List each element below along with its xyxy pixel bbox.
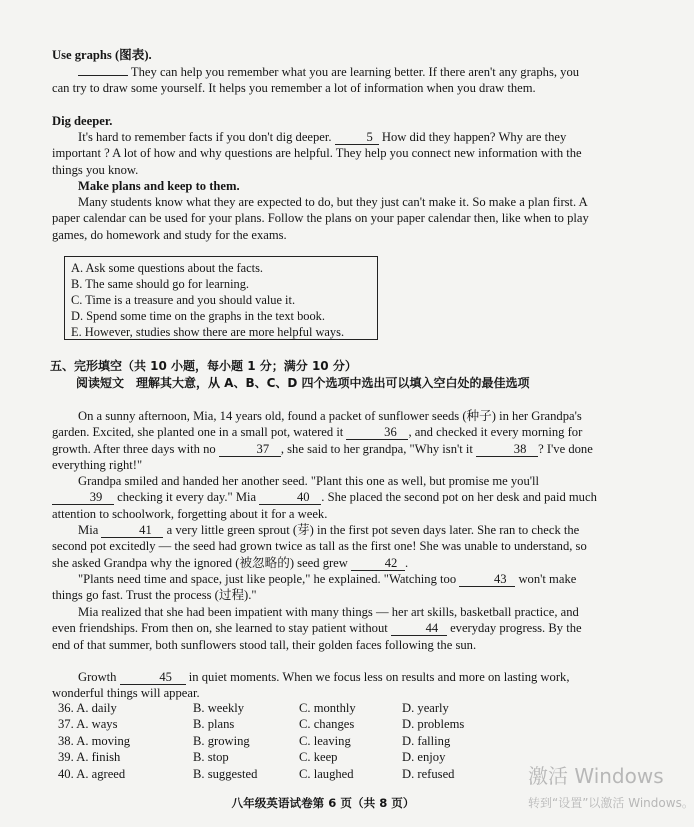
dig-text-a: It's hard to remember facts if you don't dig deeper.: [78, 130, 332, 144]
graphs-paragraph: [52, 64, 597, 97]
option-e: E. However, studies show there are more helpful ways.: [71, 325, 345, 340]
option-d: D. Spend some time on the graphs in the text book.: [71, 309, 325, 324]
graphs-text: They can help you remember what you are learning better. If there aren't any graphs, you can try to draw some yourself. It helps you remember a lot of information when you draw them.: [52, 65, 580, 96]
passage-paragraph-4: "Plants need time and space, just like people," he explained. "Watching too 43 won't make things go fast. Trust the process (过程).": [52, 572, 577, 603]
dig-heading: Dig deeper.: [52, 114, 113, 128]
passage-paragraph-6: Growth 45 in quiet moments. When we focus less on results and more on lasting work, wonderful things will appear.: [52, 670, 570, 701]
section-title: 五、完形填空（共 10 小题，每小题 1 分；满分 10 分）: [50, 359, 357, 373]
blank-5: 5: [335, 130, 379, 145]
blank-37: 37: [219, 442, 281, 457]
option-b: B. The same should go for learning.: [71, 277, 250, 292]
blank-38: 38: [476, 442, 538, 457]
passage-paragraph-5: Mia realized that she had been impatient with many things — her art skills, basketball practice, and even friendships. From then on, she learned to stay patient without 44 everyday progress. By the end of that summer, both sunflowers stood tall, their golden faces following the sun.: [52, 605, 582, 652]
activation-watermark-title: 激活 Windows: [528, 764, 664, 788]
blank-41: 41: [101, 523, 163, 538]
blank-36: 36: [346, 425, 408, 440]
choice-row-38: 38. A. moving B. growing C. leaving D. falling: [58, 733, 451, 748]
passage-paragraph-2: Grandpa smiled and handed her another seed. "Plant this one as well, but promise me you'll 39 checking it every day." Mia 40 . She placed the second pot on her desk and paid much attention to schoolwork, forgetting about it for a week.: [52, 474, 597, 521]
activation-watermark-hint: 转到“设置”以激活 Windows。: [528, 796, 694, 810]
choice-row-39: 39. A. finish B. stop C. keep D. enjoy: [58, 750, 446, 765]
blank-39: 39: [52, 490, 114, 505]
options-box: [64, 256, 378, 340]
passage-paragraph-3: Mia 41 a very little green sprout (芽) in the first pot seven days later. She ran to check the second pot excitedly — the seed had grown twice as tall as the first one! She was unable to understand, so she asked Grandpa why the ignored (被忽略的) seed grew 42 .: [52, 523, 587, 570]
blank-40: 40: [259, 490, 321, 505]
dig-paragraph: [52, 129, 597, 178]
choices-table: [58, 700, 512, 782]
blank-45: 45: [120, 670, 186, 685]
choice-row-37: 37. A. ways B. plans C. changes D. problems: [58, 717, 465, 732]
graphs-heading: Use graphs (图表).: [52, 48, 152, 62]
blank-44: 44: [391, 621, 447, 636]
page-footer: 八年级英语试卷第 6 页（共 8 页）: [231, 796, 415, 810]
option-c: C. Time is a treasure and you should value it.: [71, 293, 296, 308]
plans-paragraph: Many students know what they are expected to do, but they just can't make it. So make a plan first. A paper calendar can be used for your plans. Follow the plans on your paper calendar then, like when to play games, do homework and study for the exams.: [52, 195, 589, 242]
blank-4: [78, 75, 128, 76]
choice-row-36: 36. A. daily B. weekly C. monthly D. yearly: [58, 701, 449, 715]
blank-43: 43: [459, 572, 515, 587]
blank-42: 42: [351, 556, 405, 571]
passage-paragraph-1: On a sunny afternoon, Mia, 14 years old, found a packet of sunflower seeds (种子) in her Grandpa's garden. Excited, she planted one in a small pot, watered it 36 , and checked it every morning for growth. After three days with no 37 , she said to her grandpa, "Why isn't it 38 ? I've done everything right!": [52, 409, 593, 472]
choice-row-40: 40. A. agreed B. suggested C. laughed D. refused: [58, 766, 455, 781]
option-a: A. Ask some questions about the facts.: [71, 261, 264, 275]
dig-text-b: How did they happen? Why are they important ? A lot of how and why questions are helpful. They help you connect new information with the things you know.: [52, 130, 582, 177]
section-instruction: 阅读短文 理解其大意，从 A、B、C、D 四个选项中选出可以填入空白处的最佳选项: [76, 376, 530, 390]
plans-heading: Make plans and keep to them.: [78, 179, 240, 193]
